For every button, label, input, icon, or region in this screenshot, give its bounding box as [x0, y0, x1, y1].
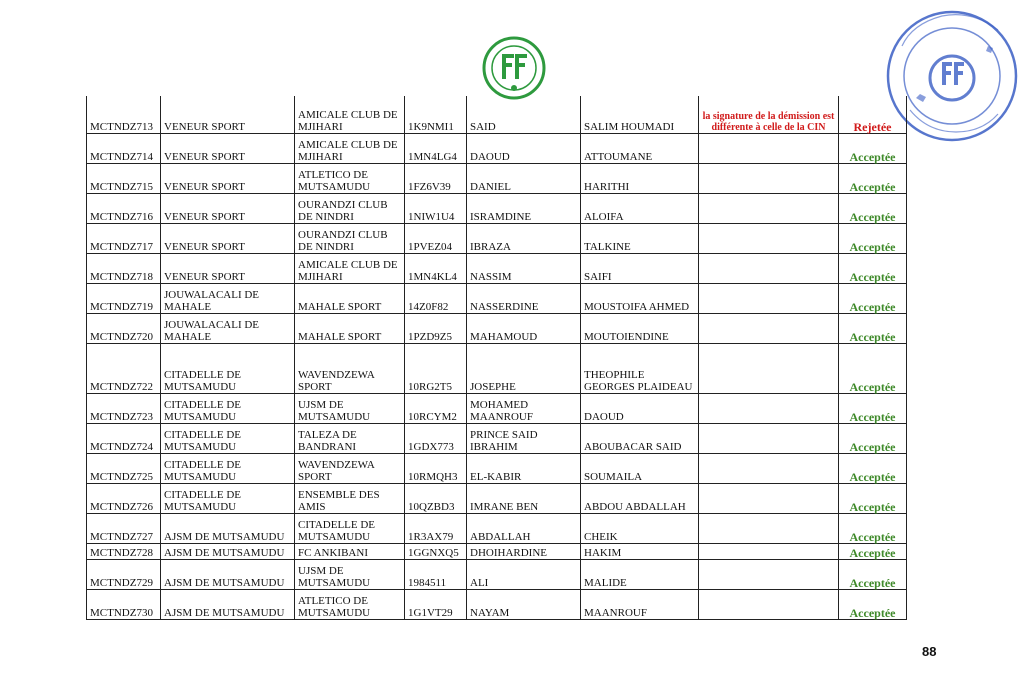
old-club: UJSM DE MUTSAMUDU: [295, 394, 405, 424]
transfer-id: MCTNDZ723: [87, 394, 161, 424]
licence-number: 1NIW1U4: [405, 194, 467, 224]
status-accepted: Acceptée: [839, 590, 907, 620]
observation: [699, 134, 839, 164]
new-club: VENEUR SPORT: [161, 194, 295, 224]
player-first-name: IBRAZA: [467, 224, 581, 254]
new-club: AJSM DE MUTSAMUDU: [161, 590, 295, 620]
observation: [699, 344, 839, 394]
transfer-id: MCTNDZ720: [87, 314, 161, 344]
licence-number: 1MN4KL4: [405, 254, 467, 284]
old-club: AMICALE CLUB DE MJIHARI: [295, 96, 405, 134]
player-first-name: PRINCE SAID IBRAHIM: [467, 424, 581, 454]
status-accepted: Acceptée: [839, 224, 907, 254]
old-club: AMICALE CLUB DE MJIHARI: [295, 134, 405, 164]
player-last-name: MOUTOIENDINE: [581, 314, 699, 344]
observation: [699, 394, 839, 424]
table-row: [87, 224, 907, 254]
player-first-name: EL-KABIR: [467, 454, 581, 484]
new-club: CITADELLE DE MUTSAMUDU: [161, 394, 295, 424]
new-club: VENEUR SPORT: [161, 164, 295, 194]
table-row: [87, 164, 907, 194]
observation: [699, 424, 839, 454]
player-last-name: TALKINE: [581, 224, 699, 254]
old-club: ENSEMBLE DES AMIS: [295, 484, 405, 514]
status-accepted: Acceptée: [839, 560, 907, 590]
transfer-id: MCTNDZ726: [87, 484, 161, 514]
table-row: [87, 134, 907, 164]
status-accepted: Acceptée: [839, 514, 907, 544]
player-first-name: NASSERDINE: [467, 284, 581, 314]
licence-number: 1R3AX79: [405, 514, 467, 544]
observation: [699, 590, 839, 620]
licence-number: 10RMQH3: [405, 454, 467, 484]
licence-number: 1MN4LG4: [405, 134, 467, 164]
licence-number: 14Z0F82: [405, 284, 467, 314]
player-first-name: NAYAM: [467, 590, 581, 620]
licence-number: 1FZ6V39: [405, 164, 467, 194]
table-row: [87, 454, 907, 484]
player-last-name: ALOIFA: [581, 194, 699, 224]
player-first-name: DAOUD: [467, 134, 581, 164]
licence-number: 1G1VT29: [405, 590, 467, 620]
licence-number: 1K9NMI1: [405, 96, 467, 134]
player-first-name: JOSEPHE: [467, 344, 581, 394]
new-club: CITADELLE DE MUTSAMUDU: [161, 484, 295, 514]
status-accepted: Acceptée: [839, 424, 907, 454]
old-club: UJSM DE MUTSAMUDU: [295, 560, 405, 590]
table-row: [87, 514, 907, 544]
observation: la signature de la démission est différente à celle de la CIN: [699, 96, 839, 134]
old-club: FC ANKIBANI: [295, 544, 405, 560]
licence-number: 1PVEZ04: [405, 224, 467, 254]
table-row: [87, 560, 907, 590]
player-last-name: HAKIM: [581, 544, 699, 560]
transfer-id: MCTNDZ728: [87, 544, 161, 560]
old-club: OURANDZI CLUB DE NINDRI: [295, 224, 405, 254]
licence-number: 1PZD9Z5: [405, 314, 467, 344]
player-first-name: DANIEL: [467, 164, 581, 194]
old-club: OURANDZI CLUB DE NINDRI: [295, 194, 405, 224]
table-row: [87, 424, 907, 454]
status-accepted: Acceptée: [839, 134, 907, 164]
new-club: CITADELLE DE MUTSAMUDU: [161, 454, 295, 484]
licence-number: 10QZBD3: [405, 484, 467, 514]
player-first-name: DHOIHARDINE: [467, 544, 581, 560]
player-last-name: ATTOUMANE: [581, 134, 699, 164]
new-club: VENEUR SPORT: [161, 254, 295, 284]
table-row: [87, 344, 907, 394]
observation: [699, 254, 839, 284]
old-club: TALEZA DE BANDRANI: [295, 424, 405, 454]
licence-number: 10RG2T5: [405, 344, 467, 394]
player-last-name: ABOUBACAR SAID: [581, 424, 699, 454]
transfer-table: [86, 96, 907, 620]
new-club: AJSM DE MUTSAMUDU: [161, 544, 295, 560]
transfer-id: MCTNDZ719: [87, 284, 161, 314]
licence-number: 1GGNXQ5: [405, 544, 467, 560]
player-last-name: MALIDE: [581, 560, 699, 590]
player-last-name: DAOUD: [581, 394, 699, 424]
new-club: VENEUR SPORT: [161, 134, 295, 164]
observation: [699, 224, 839, 254]
table-row: [87, 484, 907, 514]
player-last-name: SOUMAILA: [581, 454, 699, 484]
licence-number: 10RCYM2: [405, 394, 467, 424]
transfer-id: MCTNDZ724: [87, 424, 161, 454]
player-last-name: HARITHI: [581, 164, 699, 194]
observation: [699, 454, 839, 484]
old-club: MAHALE SPORT: [295, 314, 405, 344]
table-row: [87, 194, 907, 224]
transfer-id: MCTNDZ717: [87, 224, 161, 254]
transfer-id: MCTNDZ715: [87, 164, 161, 194]
player-first-name: MAHAMOUD: [467, 314, 581, 344]
status-accepted: Acceptée: [839, 394, 907, 424]
federation-logo: [482, 36, 546, 100]
old-club: CITADELLE DE MUTSAMUDU: [295, 514, 405, 544]
player-last-name: SAIFI: [581, 254, 699, 284]
observation: [699, 514, 839, 544]
status-accepted: Acceptée: [839, 454, 907, 484]
player-first-name: SAID: [467, 96, 581, 134]
new-club: CITADELLE DE MUTSAMUDU: [161, 424, 295, 454]
player-last-name: MAANROUF: [581, 590, 699, 620]
new-club: JOUWALACALI DE MAHALE: [161, 314, 295, 344]
old-club: ATLETICO DE MUTSAMUDU: [295, 164, 405, 194]
table-row: [87, 544, 907, 560]
observation: [699, 484, 839, 514]
observation: [699, 560, 839, 590]
table-row: [87, 590, 907, 620]
new-club: CITADELLE DE MUTSAMUDU: [161, 344, 295, 394]
player-first-name: ISRAMDINE: [467, 194, 581, 224]
observation: [699, 194, 839, 224]
old-club: WAVENDZEWA SPORT: [295, 344, 405, 394]
player-last-name: ABDOU ABDALLAH: [581, 484, 699, 514]
old-club: MAHALE SPORT: [295, 284, 405, 314]
new-club: VENEUR SPORT: [161, 96, 295, 134]
status-accepted: Acceptée: [839, 254, 907, 284]
status-accepted: Acceptée: [839, 164, 907, 194]
observation: [699, 164, 839, 194]
old-club: ATLETICO DE MUTSAMUDU: [295, 590, 405, 620]
player-last-name: SALIM HOUMADI: [581, 96, 699, 134]
transfer-id: MCTNDZ730: [87, 590, 161, 620]
table-row: [87, 394, 907, 424]
old-club: WAVENDZEWA SPORT: [295, 454, 405, 484]
player-last-name: THEOPHILE GEORGES PLAIDEAU: [581, 344, 699, 394]
status-accepted: Acceptée: [839, 314, 907, 344]
transfer-id: MCTNDZ725: [87, 454, 161, 484]
status-rejected: Rejetée: [839, 96, 907, 134]
page-number: 88: [922, 644, 937, 659]
table-row: [87, 96, 907, 134]
status-accepted: Acceptée: [839, 484, 907, 514]
transfer-id: MCTNDZ729: [87, 560, 161, 590]
player-first-name: NASSIM: [467, 254, 581, 284]
licence-number: 1GDX773: [405, 424, 467, 454]
observation: [699, 544, 839, 560]
table-row: [87, 284, 907, 314]
status-accepted: Acceptée: [839, 284, 907, 314]
status-accepted: Acceptée: [839, 344, 907, 394]
transfer-id: MCTNDZ718: [87, 254, 161, 284]
new-club: AJSM DE MUTSAMUDU: [161, 560, 295, 590]
observation: [699, 284, 839, 314]
player-last-name: CHEIK: [581, 514, 699, 544]
status-accepted: Acceptée: [839, 194, 907, 224]
transfer-id: MCTNDZ727: [87, 514, 161, 544]
table-row: [87, 254, 907, 284]
player-first-name: ALI: [467, 560, 581, 590]
observation: [699, 314, 839, 344]
player-first-name: MOHAMED MAANROUF: [467, 394, 581, 424]
player-first-name: ABDALLAH: [467, 514, 581, 544]
status-accepted: Acceptée: [839, 544, 907, 560]
transfer-id: MCTNDZ713: [87, 96, 161, 134]
transfer-id: MCTNDZ714: [87, 134, 161, 164]
new-club: VENEUR SPORT: [161, 224, 295, 254]
licence-number: 1984511: [405, 560, 467, 590]
transfer-id: MCTNDZ722: [87, 344, 161, 394]
transfer-id: MCTNDZ716: [87, 194, 161, 224]
player-last-name: MOUSTOIFA AHMED: [581, 284, 699, 314]
new-club: AJSM DE MUTSAMUDU: [161, 514, 295, 544]
new-club: JOUWALACALI DE MAHALE: [161, 284, 295, 314]
old-club: AMICALE CLUB DE MJIHARI: [295, 254, 405, 284]
player-first-name: IMRANE BEN: [467, 484, 581, 514]
table-row: [87, 314, 907, 344]
